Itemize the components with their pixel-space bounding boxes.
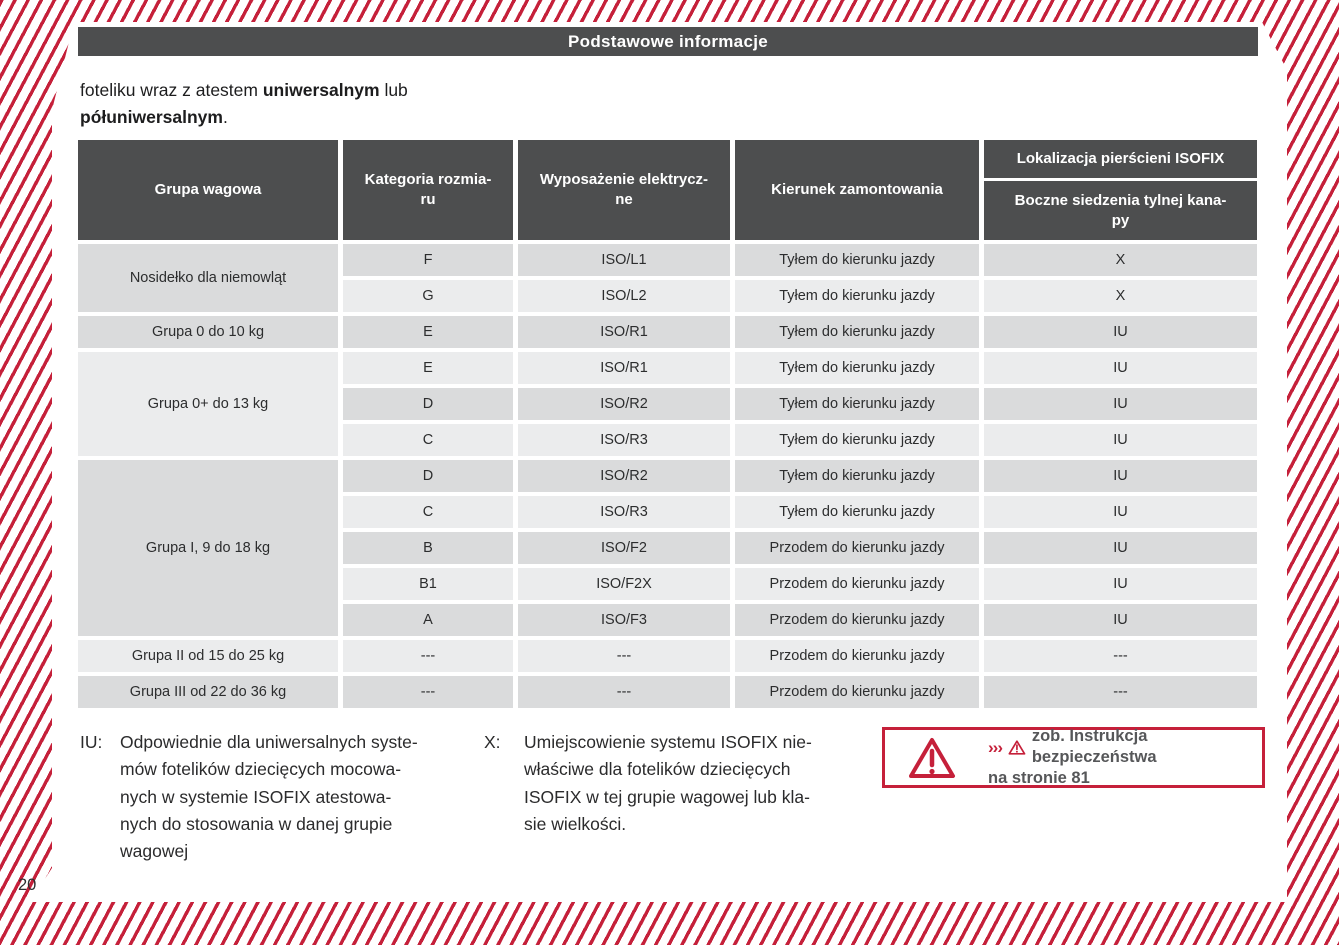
- cell-direction: Przodem do kierunku jazdy: [735, 640, 979, 672]
- cell-location: ---: [984, 640, 1257, 672]
- cell-location: IU: [984, 388, 1257, 420]
- intro-mid: lub: [379, 80, 408, 100]
- cell-size: E: [343, 352, 513, 384]
- cell-direction: Przodem do kierunku jazdy: [735, 676, 979, 708]
- cell-direction: Tyłem do kierunku jazdy: [735, 244, 979, 276]
- cell-equip: ---: [518, 676, 730, 708]
- cell-direction: Przodem do kierunku jazdy: [735, 604, 979, 636]
- table-row: [78, 244, 1257, 276]
- header-lokalizacja-isofix: [984, 140, 1257, 240]
- page-number: 20: [18, 876, 37, 894]
- intro-bold-universal: uniwersalnym: [262, 80, 380, 100]
- cell-size: G: [343, 280, 513, 312]
- table-body: [78, 244, 1257, 708]
- page-title-text: Podstawowe informacje: [568, 31, 768, 51]
- footnote-x-label: X:: [484, 732, 501, 752]
- cell-direction: Tyłem do kierunku jazdy: [735, 460, 979, 492]
- cell-size: C: [343, 424, 513, 456]
- cell-location: X: [984, 244, 1257, 276]
- safety-warning-box: [882, 727, 1265, 788]
- cell-direction: Tyłem do kierunku jazdy: [735, 352, 979, 384]
- group-cell-grupa2: Grupa II od 15 do 25 kg: [78, 640, 338, 672]
- cell-location: IU: [984, 604, 1257, 636]
- group-cell-grupa1: Grupa I, 9 do 18 kg: [78, 460, 338, 636]
- cell-size: A: [343, 604, 513, 636]
- cell-size: C: [343, 496, 513, 528]
- cell-direction: Tyłem do kierunku jazdy: [735, 388, 979, 420]
- header-boczne-siedzenia: Boczne siedzenia tylnej kana- py: [984, 181, 1257, 240]
- footnote-iu-text: Odpowiednie dla uniwersalnych syste- mów fotelików dziecięcych mocowa- nych w systemie ISOFIX atestowa- nych do stosowania w danej grupie wagowej: [120, 732, 418, 862]
- cell-direction: Tyłem do kierunku jazdy: [735, 316, 979, 348]
- cell-location: IU: [984, 460, 1257, 492]
- group-cell-nosidelko: Nosidełko dla niemowląt: [78, 244, 338, 312]
- footnote-iu: [80, 729, 480, 865]
- cell-location: IU: [984, 568, 1257, 600]
- cell-size: E: [343, 316, 513, 348]
- intro-post: .: [222, 107, 228, 127]
- warning-triangle-small-icon: [1008, 739, 1026, 756]
- cell-location: IU: [984, 352, 1257, 384]
- group-cell-grupa0: Grupa 0 do 10 kg: [78, 316, 338, 348]
- cell-location: IU: [984, 316, 1257, 348]
- cell-equip: ---: [518, 640, 730, 672]
- cell-size: D: [343, 388, 513, 420]
- table-row: [78, 640, 1257, 672]
- isofix-table: [73, 136, 1262, 712]
- cell-equip: ISO/L1: [518, 244, 730, 276]
- group-cell-grupa0plus: Grupa 0+ do 13 kg: [78, 352, 338, 456]
- intro-pre: foteliku wraz z atestem: [80, 80, 263, 100]
- warning-text: [988, 726, 1262, 789]
- table-row: [78, 316, 1257, 348]
- cell-equip: ISO/R3: [518, 424, 730, 456]
- warning-line1: zob. Instrukcja bezpieczeństwa: [1031, 727, 1157, 766]
- cell-direction: Tyłem do kierunku jazdy: [735, 424, 979, 456]
- cell-location: X: [984, 280, 1257, 312]
- cell-direction: Przodem do kierunku jazdy: [735, 568, 979, 600]
- cell-size: B: [343, 532, 513, 564]
- cell-location: IU: [984, 424, 1257, 456]
- intro-bold-semiuniversal: półuniwersalnym: [80, 107, 223, 127]
- cell-equip: ISO/F2: [518, 532, 730, 564]
- cell-equip: ISO/R1: [518, 352, 730, 384]
- cell-location: IU: [984, 532, 1257, 564]
- footnote-x-text: Umiejscowienie systemu ISOFIX nie- właściwe dla fotelików dziecięcych ISOFIX w tej grupie wagowej lub kla- sie wielkości.: [524, 732, 812, 834]
- cell-direction: Tyłem do kierunku jazdy: [735, 280, 979, 312]
- table-row: [78, 676, 1257, 708]
- cell-equip: ISO/R2: [518, 460, 730, 492]
- header-lokalizacja-pierscieni: Lokalizacja pierścieni ISOFIX: [984, 140, 1257, 178]
- table-row: [78, 352, 1257, 384]
- footnote-iu-label: IU:: [80, 732, 103, 752]
- cell-equip: ISO/R3: [518, 496, 730, 528]
- warning-line2: na stronie 81: [988, 769, 1090, 787]
- cell-equip: ISO/F2X: [518, 568, 730, 600]
- cell-location: ---: [984, 676, 1257, 708]
- cell-size: D: [343, 460, 513, 492]
- cell-direction: Przodem do kierunku jazdy: [735, 532, 979, 564]
- header-wyposazenie-elektryczne: Wyposażenie elektrycz- ne: [518, 140, 730, 240]
- cell-size: F: [343, 244, 513, 276]
- header-kierunek-zamontowania: Kierunek zamontowania: [735, 140, 979, 240]
- group-cell-grupa3: Grupa III od 22 do 36 kg: [78, 676, 338, 708]
- cell-location: IU: [984, 496, 1257, 528]
- cell-equip: ISO/L2: [518, 280, 730, 312]
- intro-paragraph: [80, 77, 500, 131]
- cell-size: B1: [343, 568, 513, 600]
- cell-equip: ISO/R2: [518, 388, 730, 420]
- cell-direction: Tyłem do kierunku jazdy: [735, 496, 979, 528]
- table-row: [78, 460, 1257, 492]
- header-kategoria-rozmiaru: Kategoria rozmia- ru: [343, 140, 513, 240]
- warning-triangle-icon: [907, 736, 957, 780]
- table-header: [78, 140, 1257, 240]
- cell-size: ---: [343, 640, 513, 672]
- page-title: [78, 27, 1258, 56]
- cell-equip: ISO/R1: [518, 316, 730, 348]
- cell-equip: ISO/F3: [518, 604, 730, 636]
- header-grupa-wagowa: Grupa wagowa: [78, 140, 338, 240]
- chevrons-icon: ›››: [988, 737, 1002, 757]
- cell-size: ---: [343, 676, 513, 708]
- footnote-x: [484, 729, 894, 838]
